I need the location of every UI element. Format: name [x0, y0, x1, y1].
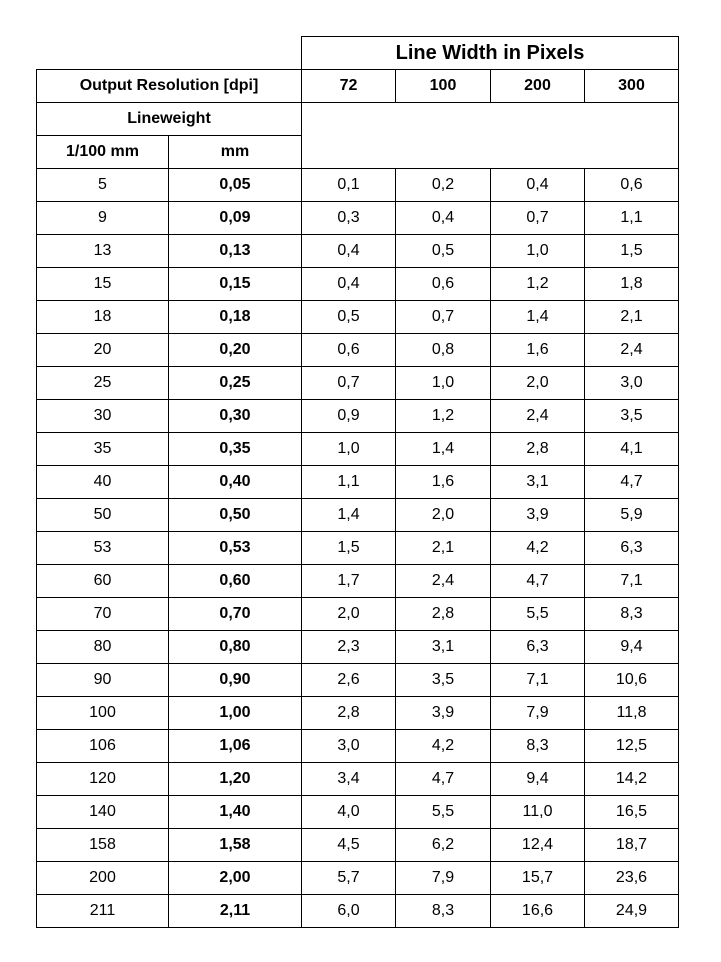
cell-hundredth-mm: 53: [37, 532, 169, 565]
cell-px-300dpi: 10,6: [585, 664, 679, 697]
cell-hundredth-mm: 80: [37, 631, 169, 664]
cell-px-72dpi: 0,3: [302, 202, 396, 235]
cell-px-100dpi: 7,9: [396, 862, 491, 895]
unit-header-mm: mm: [169, 136, 302, 169]
cell-px-100dpi: 1,4: [396, 433, 491, 466]
cell-mm: 0,05: [169, 169, 302, 202]
cell-px-200dpi: 1,0: [491, 235, 585, 268]
cell-hundredth-mm: 211: [37, 895, 169, 928]
cell-mm: 0,40: [169, 466, 302, 499]
table-row: [37, 466, 679, 499]
empty-header-area: [302, 103, 679, 169]
cell-px-72dpi: 0,1: [302, 169, 396, 202]
table-row: [37, 631, 679, 664]
cell-px-300dpi: 14,2: [585, 763, 679, 796]
cell-mm: 1,40: [169, 796, 302, 829]
cell-px-72dpi: 2,6: [302, 664, 396, 697]
cell-px-200dpi: 6,3: [491, 631, 585, 664]
lineweight-header-row: [37, 103, 679, 136]
cell-px-200dpi: 4,2: [491, 532, 585, 565]
resolution-200: 200: [491, 70, 585, 103]
table-row: [37, 796, 679, 829]
cell-px-200dpi: 8,3: [491, 730, 585, 763]
cell-hundredth-mm: 15: [37, 268, 169, 301]
cell-px-300dpi: 8,3: [585, 598, 679, 631]
cell-px-72dpi: 4,5: [302, 829, 396, 862]
cell-px-72dpi: 2,8: [302, 697, 396, 730]
cell-px-300dpi: 2,4: [585, 334, 679, 367]
cell-px-100dpi: 0,5: [396, 235, 491, 268]
cell-px-100dpi: 5,5: [396, 796, 491, 829]
cell-px-72dpi: 2,0: [302, 598, 396, 631]
cell-px-72dpi: 0,4: [302, 235, 396, 268]
cell-px-200dpi: 2,4: [491, 400, 585, 433]
cell-mm: 2,00: [169, 862, 302, 895]
cell-px-300dpi: 12,5: [585, 730, 679, 763]
cell-hundredth-mm: 20: [37, 334, 169, 367]
cell-px-300dpi: 7,1: [585, 565, 679, 598]
cell-px-300dpi: 4,7: [585, 466, 679, 499]
cell-px-300dpi: 1,8: [585, 268, 679, 301]
cell-px-300dpi: 3,5: [585, 400, 679, 433]
cell-px-200dpi: 1,4: [491, 301, 585, 334]
cell-hundredth-mm: 200: [37, 862, 169, 895]
table-row: [37, 697, 679, 730]
cell-px-72dpi: 4,0: [302, 796, 396, 829]
cell-hundredth-mm: 35: [37, 433, 169, 466]
lineweight-table: [36, 36, 679, 928]
resolution-header-row: [37, 70, 679, 103]
cell-px-100dpi: 2,4: [396, 565, 491, 598]
cell-px-300dpi: 11,8: [585, 697, 679, 730]
cell-hundredth-mm: 140: [37, 796, 169, 829]
table-row: [37, 334, 679, 367]
cell-px-100dpi: 2,0: [396, 499, 491, 532]
cell-px-200dpi: 5,5: [491, 598, 585, 631]
cell-mm: 1,58: [169, 829, 302, 862]
table-row: [37, 565, 679, 598]
cell-px-300dpi: 1,1: [585, 202, 679, 235]
cell-px-100dpi: 2,1: [396, 532, 491, 565]
table-row: [37, 202, 679, 235]
cell-px-200dpi: 15,7: [491, 862, 585, 895]
cell-hundredth-mm: 90: [37, 664, 169, 697]
cell-mm: 0,35: [169, 433, 302, 466]
cell-px-200dpi: 4,7: [491, 565, 585, 598]
cell-px-100dpi: 0,6: [396, 268, 491, 301]
cell-px-200dpi: 9,4: [491, 763, 585, 796]
cell-px-300dpi: 9,4: [585, 631, 679, 664]
cell-px-100dpi: 8,3: [396, 895, 491, 928]
table-row: [37, 763, 679, 796]
lineweight-label: Lineweight: [37, 103, 302, 136]
cell-px-72dpi: 1,5: [302, 532, 396, 565]
cell-hundredth-mm: 120: [37, 763, 169, 796]
cell-hundredth-mm: 18: [37, 301, 169, 334]
cell-mm: 0,50: [169, 499, 302, 532]
cell-px-72dpi: 0,6: [302, 334, 396, 367]
cell-px-300dpi: 0,6: [585, 169, 679, 202]
cell-px-300dpi: 2,1: [585, 301, 679, 334]
table-title: Line Width in Pixels: [302, 37, 679, 70]
table-row: [37, 862, 679, 895]
cell-px-72dpi: 2,3: [302, 631, 396, 664]
cell-px-72dpi: 1,4: [302, 499, 396, 532]
cell-px-72dpi: 0,9: [302, 400, 396, 433]
cell-hundredth-mm: 158: [37, 829, 169, 862]
cell-hundredth-mm: 106: [37, 730, 169, 763]
table-row: [37, 268, 679, 301]
table-row: [37, 895, 679, 928]
cell-mm: 0,60: [169, 565, 302, 598]
cell-px-300dpi: 16,5: [585, 796, 679, 829]
cell-px-200dpi: 1,2: [491, 268, 585, 301]
cell-px-72dpi: 6,0: [302, 895, 396, 928]
cell-px-100dpi: 1,2: [396, 400, 491, 433]
cell-hundredth-mm: 50: [37, 499, 169, 532]
cell-px-300dpi: 3,0: [585, 367, 679, 400]
cell-px-100dpi: 4,2: [396, 730, 491, 763]
cell-px-72dpi: 1,1: [302, 466, 396, 499]
cell-px-72dpi: 0,7: [302, 367, 396, 400]
cell-px-100dpi: 4,7: [396, 763, 491, 796]
cell-mm: 1,00: [169, 697, 302, 730]
cell-px-100dpi: 0,4: [396, 202, 491, 235]
table-row: [37, 367, 679, 400]
cell-px-72dpi: 1,0: [302, 433, 396, 466]
cell-px-72dpi: 5,7: [302, 862, 396, 895]
cell-mm: 0,53: [169, 532, 302, 565]
cell-px-100dpi: 1,0: [396, 367, 491, 400]
table-row: [37, 433, 679, 466]
cell-mm: 0,80: [169, 631, 302, 664]
table-row: [37, 499, 679, 532]
cell-px-200dpi: 11,0: [491, 796, 585, 829]
cell-px-100dpi: 3,5: [396, 664, 491, 697]
cell-px-72dpi: 0,5: [302, 301, 396, 334]
cell-hundredth-mm: 40: [37, 466, 169, 499]
cell-px-72dpi: 0,4: [302, 268, 396, 301]
cell-hundredth-mm: 60: [37, 565, 169, 598]
cell-px-300dpi: 18,7: [585, 829, 679, 862]
cell-px-200dpi: 1,6: [491, 334, 585, 367]
resolution-label: Output Resolution [dpi]: [37, 70, 302, 103]
cell-mm: 0,30: [169, 400, 302, 433]
cell-px-300dpi: 5,9: [585, 499, 679, 532]
table-row: [37, 400, 679, 433]
lineweight-table-container: [36, 36, 679, 928]
cell-hundredth-mm: 13: [37, 235, 169, 268]
cell-px-200dpi: 0,4: [491, 169, 585, 202]
cell-hundredth-mm: 100: [37, 697, 169, 730]
table-row: [37, 664, 679, 697]
cell-hundredth-mm: 9: [37, 202, 169, 235]
cell-px-200dpi: 2,8: [491, 433, 585, 466]
cell-px-200dpi: 7,9: [491, 697, 585, 730]
blank-corner: [37, 37, 302, 70]
cell-px-200dpi: 12,4: [491, 829, 585, 862]
table-row: [37, 829, 679, 862]
cell-px-200dpi: 3,1: [491, 466, 585, 499]
cell-px-300dpi: 23,6: [585, 862, 679, 895]
cell-mm: 1,20: [169, 763, 302, 796]
cell-px-100dpi: 0,7: [396, 301, 491, 334]
cell-px-200dpi: 0,7: [491, 202, 585, 235]
resolution-100: 100: [396, 70, 491, 103]
cell-mm: 0,15: [169, 268, 302, 301]
cell-hundredth-mm: 30: [37, 400, 169, 433]
table-row: [37, 169, 679, 202]
table-row: [37, 598, 679, 631]
cell-px-200dpi: 16,6: [491, 895, 585, 928]
cell-px-100dpi: 3,9: [396, 697, 491, 730]
cell-px-72dpi: 1,7: [302, 565, 396, 598]
cell-px-200dpi: 7,1: [491, 664, 585, 697]
cell-px-100dpi: 6,2: [396, 829, 491, 862]
table-row: [37, 235, 679, 268]
table-row: [37, 532, 679, 565]
cell-px-100dpi: 3,1: [396, 631, 491, 664]
cell-px-300dpi: 4,1: [585, 433, 679, 466]
cell-px-72dpi: 3,0: [302, 730, 396, 763]
cell-mm: 0,20: [169, 334, 302, 367]
cell-px-72dpi: 3,4: [302, 763, 396, 796]
cell-px-100dpi: 2,8: [396, 598, 491, 631]
cell-hundredth-mm: 25: [37, 367, 169, 400]
cell-mm: 0,90: [169, 664, 302, 697]
cell-mm: 2,11: [169, 895, 302, 928]
cell-mm: 0,18: [169, 301, 302, 334]
cell-mm: 1,06: [169, 730, 302, 763]
table-row: [37, 730, 679, 763]
cell-px-200dpi: 3,9: [491, 499, 585, 532]
resolution-72: 72: [302, 70, 396, 103]
cell-hundredth-mm: 70: [37, 598, 169, 631]
table-row: [37, 301, 679, 334]
cell-px-300dpi: 6,3: [585, 532, 679, 565]
cell-mm: 0,70: [169, 598, 302, 631]
cell-px-100dpi: 0,2: [396, 169, 491, 202]
cell-px-300dpi: 24,9: [585, 895, 679, 928]
title-row: [37, 37, 679, 70]
unit-header-hundredth-mm: 1/100 mm: [37, 136, 169, 169]
cell-hundredth-mm: 5: [37, 169, 169, 202]
cell-px-200dpi: 2,0: [491, 367, 585, 400]
cell-mm: 0,25: [169, 367, 302, 400]
cell-px-100dpi: 0,8: [396, 334, 491, 367]
resolution-300: 300: [585, 70, 679, 103]
cell-mm: 0,13: [169, 235, 302, 268]
cell-px-300dpi: 1,5: [585, 235, 679, 268]
cell-px-100dpi: 1,6: [396, 466, 491, 499]
cell-mm: 0,09: [169, 202, 302, 235]
